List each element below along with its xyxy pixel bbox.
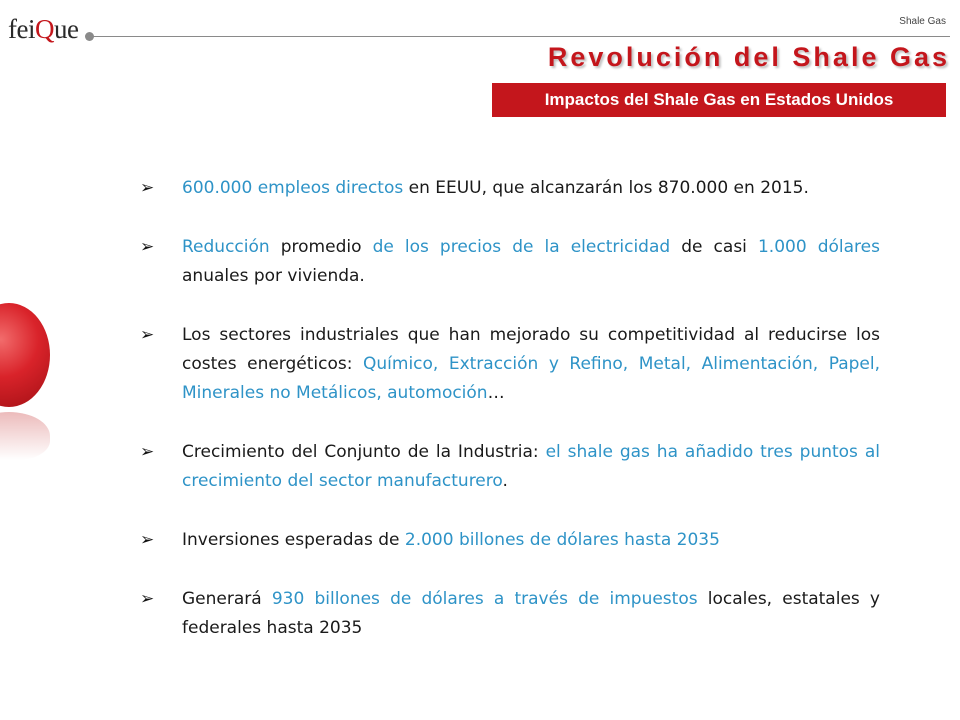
highlighted-text: 600.000 empleos directos: [182, 178, 404, 198]
highlighted-text: de los precios de la electricidad: [372, 237, 671, 257]
bullet-text: .: [502, 471, 508, 491]
bullet-text: Los sectores industriales que han mejorado su competitividad al reducirse los costes energéticos:: [182, 325, 880, 374]
bullet-item: [140, 174, 880, 203]
logo-text-part1: fei: [8, 14, 35, 44]
highlighted-text: 930 billones de dólares a través de impuestos: [271, 589, 698, 609]
arrow-bullet-icon: ➢: [140, 530, 155, 550]
bullet-text: en EEUU, que alcanzarán los 870.000 en 2015.: [403, 178, 809, 198]
highlighted-text: 2.000 billones de dólares hasta 2035: [404, 530, 720, 550]
header-divider: [92, 36, 950, 37]
bullet-text: …: [487, 383, 505, 403]
decorative-ball-reflection: [0, 412, 50, 460]
highlighted-text: Químico, Extracción y Refino, Metal, Alimentación, Papel, Minerales no Metálicos, automoción: [182, 354, 881, 403]
arrow-bullet-icon: ➢: [140, 237, 155, 257]
decorative-red-ball: [0, 303, 50, 407]
highlighted-text: 1.000 dólares: [757, 237, 880, 257]
highlighted-text: Reducción: [182, 237, 270, 257]
logo-text-part3: ue: [53, 14, 79, 44]
arrow-bullet-icon: ➢: [140, 589, 155, 609]
bullet-item: [140, 321, 880, 408]
bullet-item: [140, 585, 880, 643]
bullet-text: Inversiones esperadas de: [182, 530, 405, 550]
arrow-bullet-icon: ➢: [140, 325, 155, 345]
highlighted-text: el shale gas ha añadido tres puntos al crecimiento del sector manufacturero: [182, 442, 880, 491]
bullet-text: anuales por vivienda.: [182, 266, 365, 286]
arrow-bullet-icon: ➢: [140, 442, 155, 462]
page-title: Revolución del Shale Gas: [547, 42, 950, 72]
bullet-text: locales, estatales y federales hasta 2035: [182, 589, 880, 638]
bullet-text: Generará: [182, 589, 272, 609]
bullet-item: [140, 526, 880, 555]
bullet-item: [140, 233, 880, 291]
topic-label: Shale Gas: [899, 16, 946, 27]
arrow-bullet-icon: ➢: [140, 178, 155, 198]
subtitle-banner: [492, 83, 946, 117]
bullet-text: Crecimiento del Conjunto de la Industria:: [182, 442, 546, 462]
bullet-text: de casi: [670, 237, 758, 257]
bullet-list: [140, 174, 880, 673]
bullet-text: promedio: [269, 237, 373, 257]
subtitle-text: Impactos del Shale Gas en Estados Unidos: [544, 90, 894, 109]
feique-logo: [8, 14, 78, 45]
bullet-item: [140, 438, 880, 496]
logo-text-part2: Q: [34, 14, 54, 44]
